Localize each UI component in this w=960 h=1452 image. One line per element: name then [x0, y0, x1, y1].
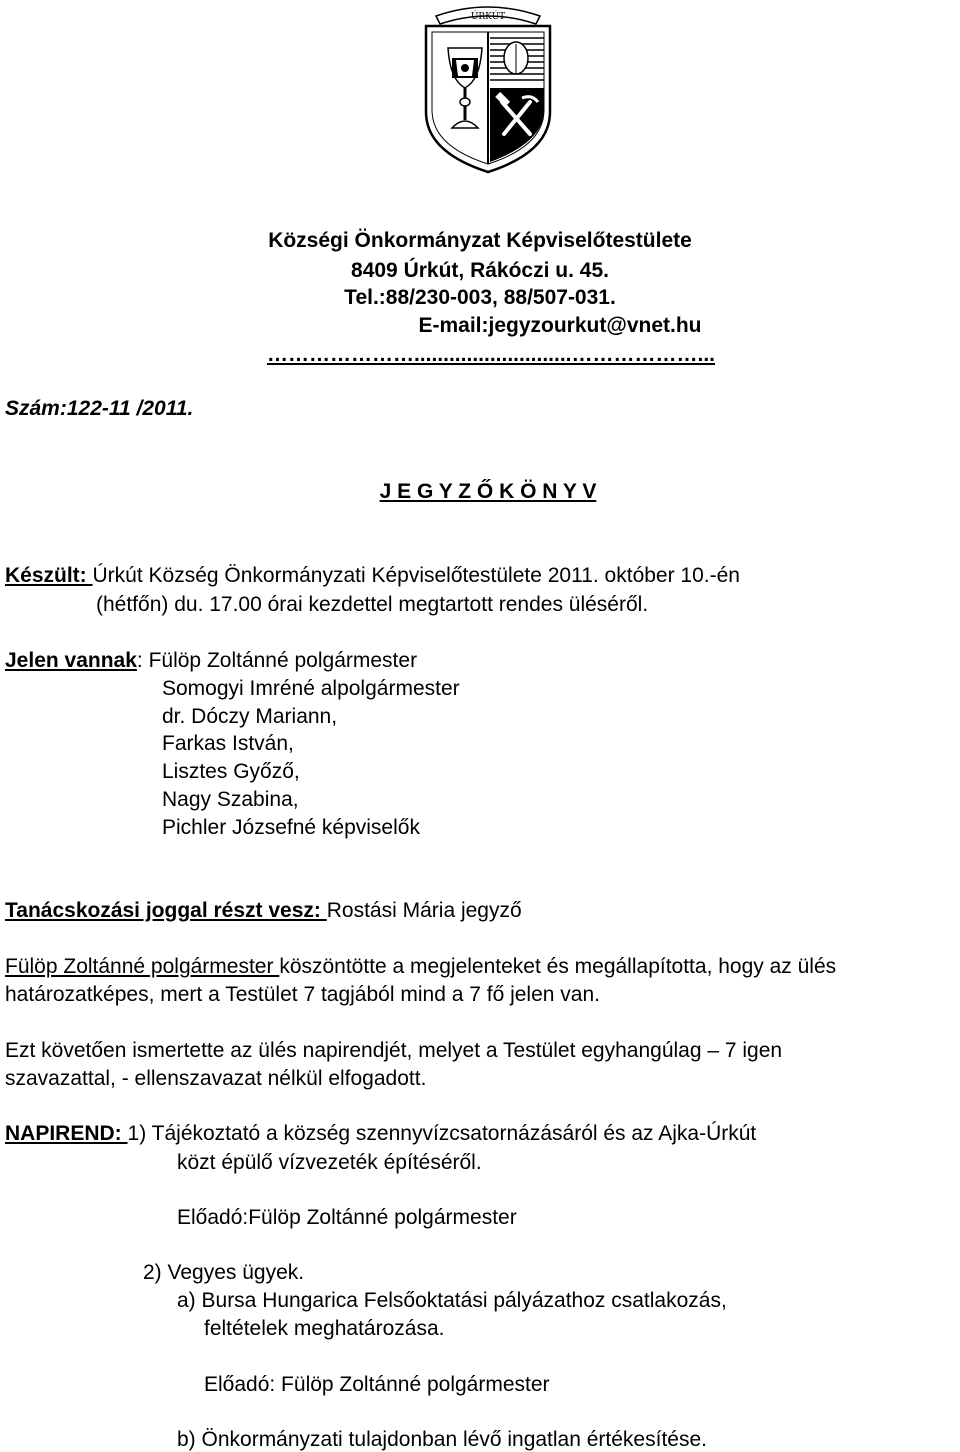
keszult-label: Készült:: [5, 564, 93, 587]
attendee: Fülöp Zoltánné polgármester: [148, 649, 418, 672]
attendee: Lisztes Győző,: [162, 760, 300, 783]
agenda-label: NAPIREND:: [5, 1122, 128, 1145]
advisory-line: [5, 899, 522, 922]
agenda-item-1-line-2: közt épülő vízvezeték építéséről.: [177, 1151, 482, 1174]
paragraph-1-line-1: Fülöp Zoltánné polgármester köszöntötte a megjelenteket és megállapította, hogy az ülés: [5, 955, 837, 978]
office-email: E-mail:jegyzourkut@vnet.hu: [418, 314, 702, 337]
attendees-label: Jelen vannak: [5, 649, 137, 672]
agenda-item-2a-presenter: Előadó: Fülöp Zoltánné polgármester: [204, 1373, 550, 1396]
attendee: Somogyi Imréné alpolgármester: [162, 677, 460, 700]
attendee: Pichler Józsefné képviselők: [162, 816, 420, 839]
agenda-item-2b: b) Önkormányzati tulajdonban lévő ingatlan értékesítése.: [177, 1428, 707, 1451]
reference-number: Szám:122-11 /2011.: [5, 397, 194, 420]
keszult-line-2: (hétfőn) du. 17.00 órai kezdettel megtartott rendes üléséről.: [96, 593, 649, 616]
advisory-person: Rostási Mária jegyző: [326, 899, 522, 922]
agenda-item-2a-line-2: feltételek meghatározása.: [204, 1317, 445, 1340]
paragraph-2-line-2: szavazattal, - ellenszavazat nélkül elfogadott.: [5, 1067, 427, 1090]
office-address: 8409 Úrkút, Rákóczi u. 45.: [351, 259, 609, 282]
office-phone: Tel.:88/230-003, 88/507-031.: [344, 286, 616, 309]
header-dotted-divider: …………………...........................………………...: [266, 343, 716, 366]
agenda-item-1-presenter: Előadó:Fülöp Zoltánné polgármester: [177, 1206, 517, 1229]
attendees-first-line: Jelen vannak: Fülöp Zoltánné polgármester: [5, 649, 418, 672]
paragraph-2-line-1: Ezt követően ismertette az ülés napirendjét, melyet a Testület egyhangúlag – 7 igen: [5, 1039, 783, 1062]
document-title: J E G Y Z Ő K Ö N Y V: [379, 480, 597, 503]
paragraph-1-line-2: határozatképes, mert a Testület 7 tagjából mind a 7 fő jelen van.: [5, 983, 600, 1006]
advisory-label: Tanácskozási joggal részt vesz:: [5, 899, 327, 922]
attendee: Nagy Szabina,: [162, 788, 299, 811]
agenda-item-2a-line-1: a) Bursa Hungarica Felsőoktatási pályázathoz csatlakozás,: [177, 1289, 727, 1312]
keszult-line-1: [5, 564, 740, 587]
agenda-item-2: 2) Vegyes ügyek.: [143, 1261, 305, 1284]
mayor-name: Fülöp Zoltánné polgármester: [5, 955, 280, 978]
attendee: Farkas István,: [162, 732, 294, 755]
coat-of-arms-logo: [422, 2, 554, 174]
office-name: Községi Önkormányzat Képviselőtestülete: [268, 229, 692, 252]
agenda-item-1-line-1: NAPIREND: 1) Tájékoztató a község szennyvízcsatornázásáról és az Ajka-Úrkút: [5, 1122, 757, 1145]
keszult-text: Úrkút Község Önkormányzati Képviselőtestülete 2011. október 10.-én: [92, 564, 740, 587]
attendee: dr. Dóczy Mariann,: [162, 705, 338, 728]
crest-banner-text: ÚRKÚT: [470, 12, 506, 22]
